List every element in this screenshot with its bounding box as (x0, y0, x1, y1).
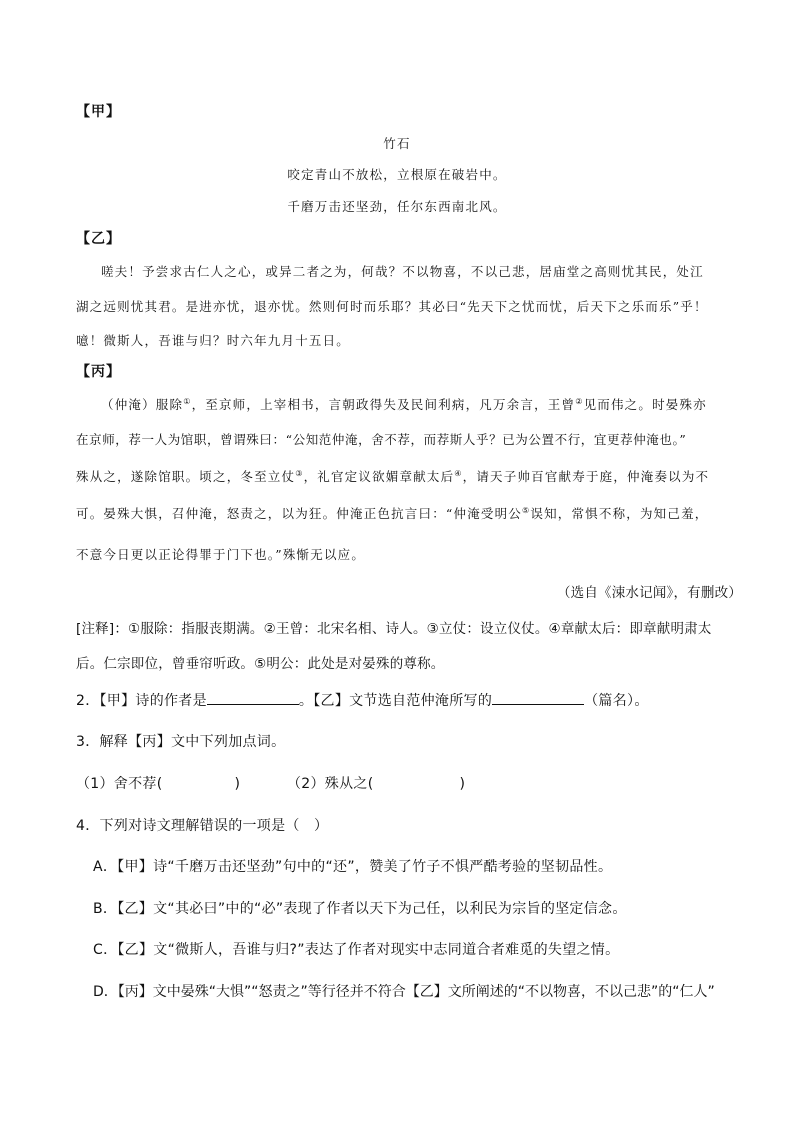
question-text: 2．【甲】诗的作者是 (76, 693, 207, 709)
annotation-line-2: 后。仁宗即位，曾垂帘听政。⑤明公：此处是对晏殊的尊称。 (76, 656, 445, 672)
text-segment: 殊从之，遂除馆职。顷之，冬至立仗 (76, 469, 296, 484)
item-bracket: ) (459, 776, 466, 792)
section-label-jia: 【甲】 (76, 104, 121, 120)
footnote-marker-4: ④ (454, 469, 463, 478)
footnote-marker-5: ⑤ (522, 506, 531, 515)
text-segment: （仲淹）服除 (101, 397, 184, 412)
poem-line-2: 千磨万击还坚劲，任尔东西南北风。 (287, 199, 507, 214)
yi-text-line-3: 噫！微斯人，吾谁与归？时六年九月十五日。 (76, 333, 351, 348)
footnote-marker-1: ① (183, 397, 192, 406)
text-segment: 误知，常惧不称，为知己羞， (530, 506, 709, 521)
yi-text-line-1: 嗟夫！予尝求古仁人之心，或异二者之为，何哉？不以物喜，不以己悲，居庙堂之高则忧其民，处江 (101, 264, 704, 279)
bing-text-line-4 (76, 504, 708, 522)
section-label-bing: 【丙】 (76, 364, 121, 380)
option-c[interactable]: C．【乙】文“微斯人，吾谁与归?”表达了作者对现实中志同道合者难觅的失望之情。 (93, 942, 620, 958)
question-3-title: 3．解释【丙】文中下列加点词。 (76, 734, 286, 750)
bing-text-line-5: 不意今日更以正论得罪于门下也。”殊惭无以应。 (76, 547, 366, 562)
annotation-line-1: [注释]：①服除：指服丧期满。②王曾：北宋名相、诗人。③立仗：设立仪仗。④章献太后：即章献明肃太 (76, 621, 712, 637)
item-bracket: ) (234, 776, 241, 792)
text-segment: 可。晏殊大惧，召仲淹，怒责之，以为狂。仲淹正色抗言曰：“仲淹受明公 (76, 506, 522, 521)
poem-title: 竹石 (383, 136, 411, 151)
bing-text-line-2: 在京师，荐一人为馆职，曾谓殊曰：“公知范仲淹，舍不荐，而荐斯人乎？已为公置不行，宜更荐仲淹也。” (76, 432, 687, 447)
source-citation: （选自《涑水记闻》，有删改） (556, 585, 742, 601)
question-text: （篇名）。 (584, 693, 649, 709)
answer-blank-author[interactable] (207, 690, 299, 705)
question-2 (76, 690, 649, 710)
item-label: （2）殊从之( (287, 776, 374, 792)
text-segment: ，请天子帅百官献寿于庭，仲淹奏以为不 (462, 469, 710, 484)
text-segment: ，礼官定议欲媚章献太后 (303, 469, 455, 484)
poem-line-1: 咬定青山不放松，立根原在破岩中。 (287, 167, 507, 182)
footnote-marker-2: ② (575, 397, 584, 406)
question-text: 。【乙】文节选自范仲淹所写的 (298, 693, 493, 709)
option-b[interactable]: B．【乙】文“其必曰”中的“必”表现了作者以天下为己任，以利民为宗旨的坚定信念。 (93, 901, 627, 917)
question-3-item-2 (287, 773, 465, 793)
option-a[interactable]: A．【甲】诗“千磨万击还坚劲”句中的“还”，赞美了竹子不惧严酷考验的坚韧品性。 (93, 859, 613, 875)
question-4-title: 4．下列对诗文理解错误的一项是（ ） (76, 818, 329, 834)
footnote-marker-3: ③ (295, 469, 304, 478)
text-segment: ，至京师，上宰相书，言朝政得失及民间利病，凡万余言，王曾 (191, 397, 576, 412)
question-3-item-1 (76, 773, 240, 793)
option-d[interactable]: D．【丙】文中晏殊“大惧”“怒责之”等行径并不符合【乙】文所阐述的“不以物喜，不以己悲”的“仁人” (93, 984, 715, 1000)
bing-text-line-1 (101, 395, 707, 413)
item-label: （1）舍不荐( (76, 776, 163, 792)
section-label-yi: 【乙】 (76, 231, 121, 247)
bing-text-line-3 (76, 467, 709, 485)
text-segment: 见而伟之。时晏殊亦 (583, 397, 707, 412)
answer-blank-title[interactable] (492, 690, 584, 705)
yi-text-line-2: 湖之远则忧其君。是进亦忧，退亦忧。然则何时而乐耶？其必曰“先天下之忧而忧，后天下之乐而乐”乎！ (76, 299, 708, 314)
